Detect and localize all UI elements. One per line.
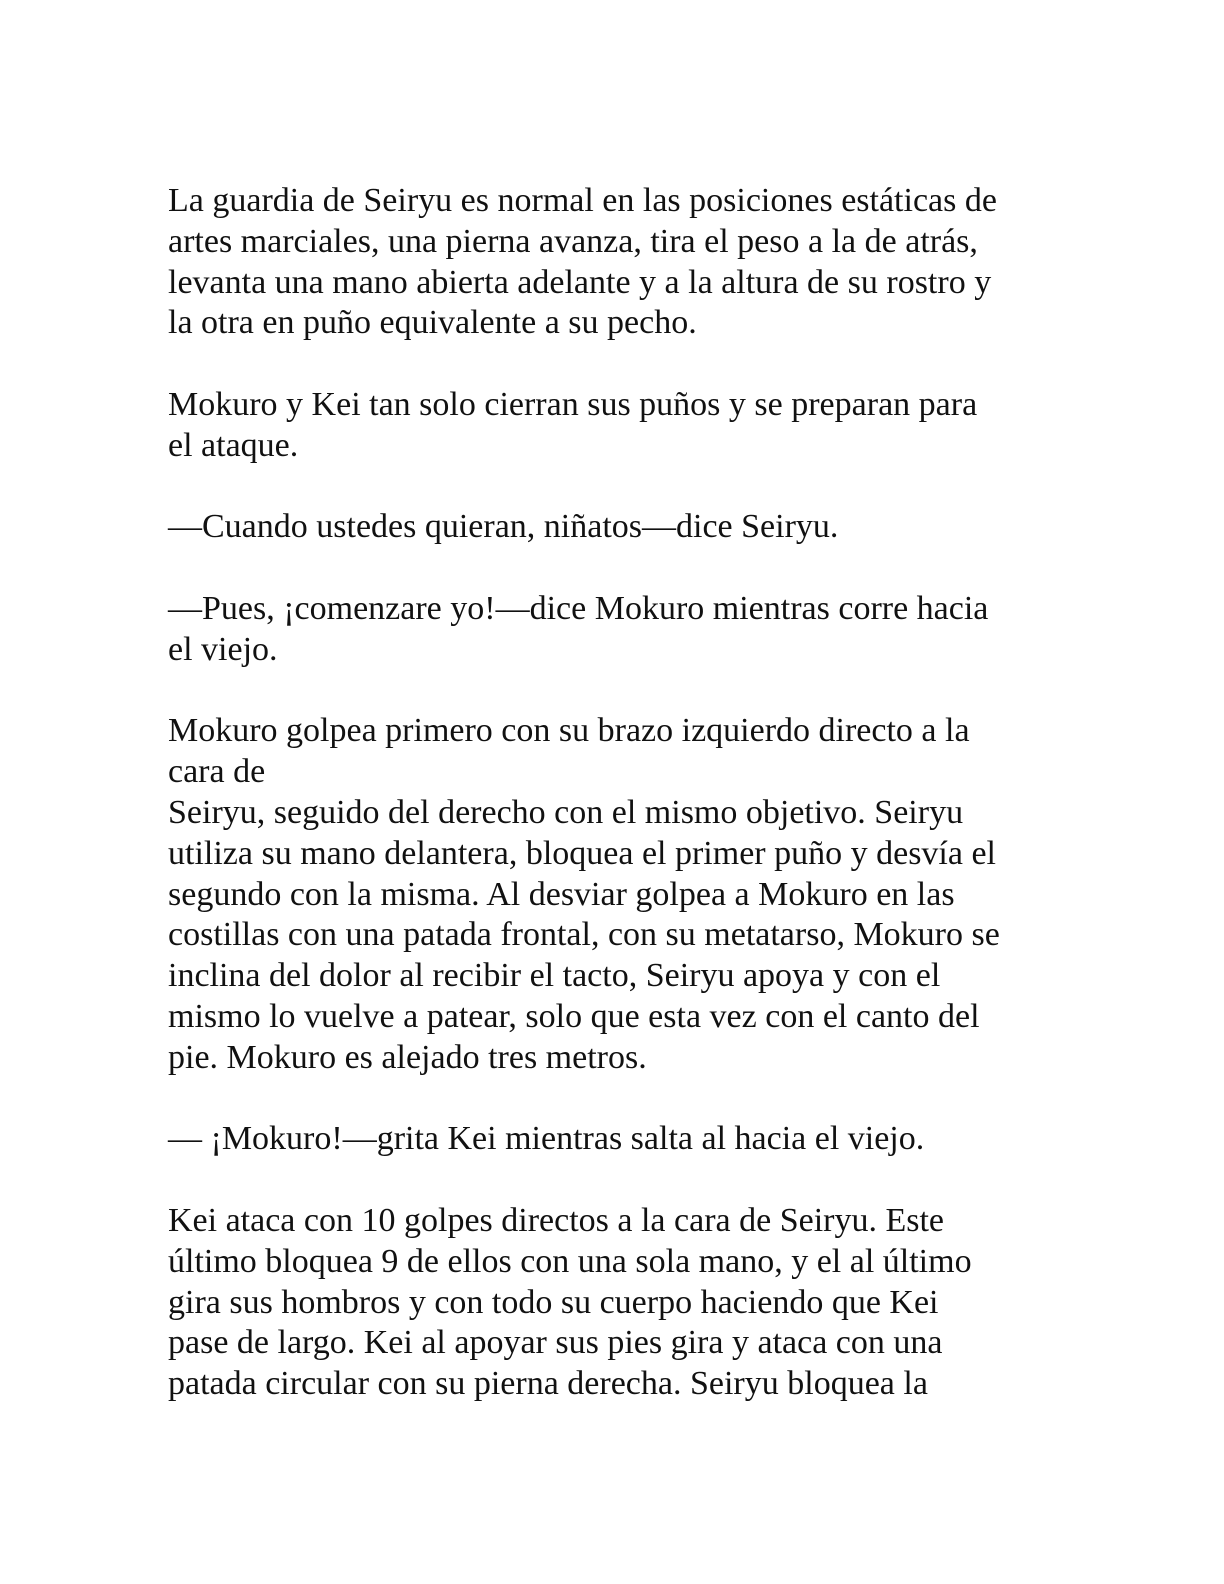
paragraph-prepare-attack: Mokuro y Kei tan solo cierran sus puños y se preparan para el ataque. <box>168 385 978 464</box>
paragraph-guard-stance: La guardia de Seiryu es normal en las posiciones estáticas de artes marciales, una pierna avanza, tira el peso a la de atrás, levanta una mano abierta adelante y a la altura de su rostro y la otra en puño equivalente a su pecho. <box>168 182 997 342</box>
paragraph-kei-shout: — ¡Mokuro!—grita Kei mientras salta al hacia el viejo. <box>168 1120 925 1158</box>
paragraph-kei-attack: Kei ataca con 10 golpes directos a la cara de Seiryu. Este último bloquea 9 de ellos con una sola mano, y el al último gira sus hombros y con todo su cuerpo haciendo que Kei pase de largo. Kei al apoyar sus pies gira y ataca con una patada circular con su pierna derecha. Seiryu bloquea la <box>168 1201 972 1403</box>
paragraph-mokuro-attack: Mokuro golpea primero con su brazo izquierdo directo a la cara de Seiryu, seguido del derecho con el mismo objetivo. Seiryu utiliza su mano delantera, bloquea el primer puño y desvía el segundo con la misma. Al desviar golpea a Mokuro en las costillas con una patada frontal, con su metatarso, Mokuro se inclina del dolor al recibir el tacto, Seiryu apoya y con el mismo lo vuelve a patear, solo que esta vez con el canto del pie. Mokuro es alejado tres metros. <box>168 712 1000 1076</box>
document-page <box>168 181 1068 1446</box>
paragraph-mokuro-dialogue: —Pues, ¡comenzare yo!—dice Mokuro mientras corre hacia el viejo. <box>168 589 989 668</box>
paragraph-seiryu-dialogue: —Cuando ustedes quieran, niñatos—dice Seiryu. <box>168 508 839 546</box>
